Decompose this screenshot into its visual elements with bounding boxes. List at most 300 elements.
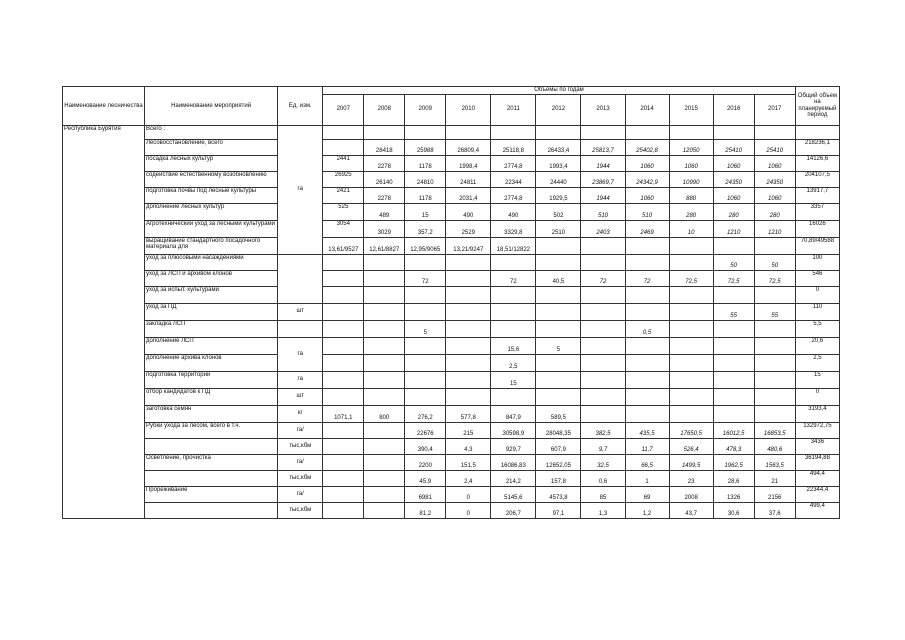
value-cell-2014: 1 <box>625 470 669 486</box>
value-cell-2007 <box>323 388 364 405</box>
value-cell-2009: 12,95/9065 <box>405 237 446 254</box>
value-cell-2013 <box>581 254 625 270</box>
value-cell-2017: 25410 <box>754 139 795 155</box>
unit-cell: га/ <box>278 422 323 438</box>
value-cell-2012 <box>536 286 581 303</box>
value-cell-2017: 21 <box>754 470 795 486</box>
value-cell-2016: 24350 <box>713 171 754 187</box>
activity-name <box>144 502 277 518</box>
value-cell-2007 <box>323 139 364 155</box>
total-cell: 5,5 <box>795 320 839 337</box>
unit-cell: шт <box>278 303 323 320</box>
value-cell-2012 <box>536 237 581 254</box>
unit-cell: га <box>278 125 323 254</box>
value-cell-2013: 510 <box>581 203 625 220</box>
value-cell-2017: 1060 <box>754 155 795 171</box>
value-cell-2017: 280 <box>754 203 795 220</box>
forest-plan-table <box>62 86 840 519</box>
table-row <box>63 203 840 220</box>
value-cell-2014: 72 <box>625 270 669 286</box>
value-cell-2014 <box>625 237 669 254</box>
value-cell-2016 <box>713 320 754 337</box>
value-cell-2009 <box>405 286 446 303</box>
activity-name: посадка лесных культур <box>144 155 277 171</box>
table-row <box>63 438 840 454</box>
value-cell-2017 <box>754 286 795 303</box>
value-cell-2010: 151,5 <box>446 454 491 470</box>
value-cell-2010: 215 <box>446 422 491 438</box>
total-cell: 494,4 <box>795 470 839 486</box>
activity-name: Прореживание <box>144 486 277 502</box>
value-cell-2016: 1060 <box>713 155 754 171</box>
value-cell-2009: 22676 <box>405 422 446 438</box>
value-cell-2010: 0 <box>446 502 491 518</box>
value-cell-2008 <box>364 486 405 502</box>
value-cell-2012 <box>536 354 581 371</box>
unit-cell: га/ <box>278 454 323 470</box>
activity-name: Лесовосстановление, всего <box>144 139 277 155</box>
value-cell-2008 <box>364 286 405 303</box>
value-cell-2011 <box>491 388 536 405</box>
table-row <box>63 254 840 270</box>
value-cell-2012: 4573,8 <box>536 486 581 502</box>
total-cell: 546 <box>795 270 839 286</box>
value-cell-2015 <box>669 337 713 354</box>
value-cell-2013 <box>581 237 625 254</box>
value-cell-2016 <box>713 237 754 254</box>
value-cell-2011: 2774,8 <box>491 155 536 171</box>
table-row <box>63 371 840 388</box>
value-cell-2007 <box>323 320 364 337</box>
value-cell-2008 <box>364 502 405 518</box>
activity-name: отбор кандидатов к ПД <box>144 388 277 405</box>
value-cell-2016: 16012,5 <box>713 422 754 438</box>
value-cell-2012 <box>536 303 581 320</box>
value-cell-2009: 25988 <box>405 139 446 155</box>
value-cell-2010 <box>446 125 491 139</box>
value-cell-2007 <box>323 438 364 454</box>
activity-name: Агротехнический уход за лесными культурами <box>144 220 277 237</box>
value-cell-2007: 3054 <box>323 220 364 237</box>
value-cell-2010 <box>446 337 491 354</box>
value-cell-2009: 390,4 <box>405 438 446 454</box>
activity-name: заготовка семян <box>144 405 277 422</box>
total-cell: 132972,75 <box>795 422 839 438</box>
value-cell-2015 <box>669 237 713 254</box>
activity-name: дополнение ЛСП <box>144 337 277 354</box>
value-cell-2011: 18,51/12822 <box>491 237 536 254</box>
value-cell-2010 <box>446 354 491 371</box>
value-cell-2009 <box>405 125 446 139</box>
value-cell-2012: 1993,4 <box>536 155 581 171</box>
value-cell-2009: 357,2 <box>405 220 446 237</box>
activity-name: уход за плюсовыми насаждениями <box>144 254 277 270</box>
value-cell-2013: 382,5 <box>581 422 625 438</box>
total-cell: 13917,7 <box>795 187 839 203</box>
value-cell-2016 <box>713 337 754 354</box>
value-cell-2013: 85 <box>581 486 625 502</box>
table-row <box>63 270 840 286</box>
value-cell-2014: 510 <box>625 203 669 220</box>
table-row <box>63 422 840 438</box>
total-cell: 3193,4 <box>795 405 839 422</box>
value-cell-2016: 1060 <box>713 187 754 203</box>
value-cell-2014: 435,5 <box>625 422 669 438</box>
value-cell-2010 <box>446 303 491 320</box>
value-cell-2014: 0,5 <box>625 320 669 337</box>
value-cell-2014 <box>625 286 669 303</box>
value-cell-2008 <box>364 470 405 486</box>
value-cell-2014 <box>625 125 669 139</box>
value-cell-2008 <box>364 320 405 337</box>
value-cell-2013 <box>581 354 625 371</box>
value-cell-2012: 24440 <box>536 171 581 187</box>
value-cell-2011: 22344 <box>491 171 536 187</box>
year-header-2016: 2016 <box>713 94 754 125</box>
total-cell: 100 <box>795 254 839 270</box>
activity-name: подготовка почвы под лесные культуры <box>144 187 277 203</box>
value-cell-2013 <box>581 320 625 337</box>
value-cell-2009: 5 <box>405 320 446 337</box>
value-cell-2009 <box>405 254 446 270</box>
value-cell-2016: 55 <box>713 303 754 320</box>
value-cell-2015 <box>669 286 713 303</box>
value-cell-2012: 97,1 <box>536 502 581 518</box>
year-header-2012: 2012 <box>536 94 581 125</box>
value-cell-2016 <box>713 371 754 388</box>
value-cell-2013: 23869,7 <box>581 171 625 187</box>
value-cell-2015: 1060 <box>669 155 713 171</box>
value-cell-2008: 28418 <box>364 139 405 155</box>
value-cell-2013: 9,7 <box>581 438 625 454</box>
value-cell-2016 <box>713 354 754 371</box>
header-org: Наименование лесничества <box>63 87 145 126</box>
activity-name: дополнение архива клонов <box>144 354 277 371</box>
total-cell: 3436 <box>795 438 839 454</box>
value-cell-2015 <box>669 388 713 405</box>
value-cell-2011 <box>491 303 536 320</box>
value-cell-2017: 1563,5 <box>754 454 795 470</box>
value-cell-2013 <box>581 388 625 405</box>
value-cell-2017 <box>754 405 795 422</box>
value-cell-2015: 23 <box>669 470 713 486</box>
value-cell-2009 <box>405 354 446 371</box>
value-cell-2008: 2278 <box>364 155 405 171</box>
unit-cell <box>278 320 323 337</box>
value-cell-2016 <box>713 125 754 139</box>
value-cell-2014: 25402,8 <box>625 139 669 155</box>
unit-cell: га/ <box>278 486 323 502</box>
value-cell-2011: 15,6 <box>491 337 536 354</box>
value-cell-2017: 37,6 <box>754 502 795 518</box>
value-cell-2007 <box>323 371 364 388</box>
value-cell-2012: 2510 <box>536 220 581 237</box>
value-cell-2007 <box>323 502 364 518</box>
value-cell-2007 <box>323 354 364 371</box>
table-row <box>63 354 840 371</box>
header-years-caption: Объемы по годам <box>323 87 796 95</box>
unit-cell: га <box>278 337 323 371</box>
table-row <box>63 155 840 171</box>
document-page <box>62 86 840 519</box>
value-cell-2008 <box>364 354 405 371</box>
value-cell-2014: 1060 <box>625 187 669 203</box>
value-cell-2009: 1178 <box>405 155 446 171</box>
value-cell-2013: 1,3 <box>581 502 625 518</box>
value-cell-2013 <box>581 337 625 354</box>
value-cell-2009: 15 <box>405 203 446 220</box>
value-cell-2014: 66,5 <box>625 454 669 470</box>
value-cell-2014 <box>625 405 669 422</box>
value-cell-2008 <box>364 270 405 286</box>
value-cell-2017 <box>754 337 795 354</box>
value-cell-2012: 40,5 <box>536 270 581 286</box>
value-cell-2013: 0,6 <box>581 470 625 486</box>
table-row <box>63 337 840 354</box>
value-cell-2016: 280 <box>713 203 754 220</box>
activity-name: уход за ПД <box>144 303 277 320</box>
value-cell-2008 <box>364 337 405 354</box>
value-cell-2012: 589,5 <box>536 405 581 422</box>
value-cell-2014: 11,7 <box>625 438 669 454</box>
total-cell: 0 <box>795 388 839 405</box>
total-cell: 70,89/49588 <box>795 237 839 254</box>
value-cell-2015: 12050 <box>669 139 713 155</box>
value-cell-2015: 1499,5 <box>669 454 713 470</box>
value-cell-2008: 800 <box>364 405 405 422</box>
value-cell-2007 <box>323 454 364 470</box>
value-cell-2011: 15 <box>491 371 536 388</box>
value-cell-2014: 1,2 <box>625 502 669 518</box>
value-cell-2016: 30,6 <box>713 502 754 518</box>
table-row <box>63 220 840 237</box>
value-cell-2011: 214,2 <box>491 470 536 486</box>
value-cell-2007: 2441 <box>323 155 364 171</box>
total-cell: 499,4 <box>795 502 839 518</box>
total-cell: 2,5 <box>795 354 839 371</box>
value-cell-2012: 12652,05 <box>536 454 581 470</box>
value-cell-2007 <box>323 337 364 354</box>
value-cell-2011 <box>491 320 536 337</box>
value-cell-2016: 1210 <box>713 220 754 237</box>
region-name: Республика Бурятия <box>63 125 145 518</box>
value-cell-2011: 2,5 <box>491 354 536 371</box>
value-cell-2017 <box>754 371 795 388</box>
activity-name: уход за испыт. культурами <box>144 286 277 303</box>
total-cell: 16026 <box>795 220 839 237</box>
value-cell-2017 <box>754 388 795 405</box>
year-header-2017: 2017 <box>754 94 795 125</box>
year-header-2014: 2014 <box>625 94 669 125</box>
value-cell-2008: 12,61/8827 <box>364 237 405 254</box>
value-cell-2012 <box>536 254 581 270</box>
total-cell: 20,6 <box>795 337 839 354</box>
value-cell-2015: 43,7 <box>669 502 713 518</box>
value-cell-2017 <box>754 354 795 371</box>
value-cell-2011: 929,7 <box>491 438 536 454</box>
activity-name: Рубки ухода за лесом, всего в т.ч. <box>144 422 277 438</box>
value-cell-2014 <box>625 388 669 405</box>
year-header-2011: 2011 <box>491 94 536 125</box>
value-cell-2015: 10 <box>669 220 713 237</box>
value-cell-2016 <box>713 388 754 405</box>
value-cell-2013: 2403 <box>581 220 625 237</box>
activity-name <box>144 438 277 454</box>
value-cell-2011 <box>491 254 536 270</box>
total-cell: 36194,88 <box>795 454 839 470</box>
value-cell-2014 <box>625 354 669 371</box>
table-row <box>63 388 840 405</box>
value-cell-2008: 2278 <box>364 187 405 203</box>
value-cell-2009: 45,9 <box>405 470 446 486</box>
value-cell-2010: 4,3 <box>446 438 491 454</box>
value-cell-2011: 30598,9 <box>491 422 536 438</box>
total-cell: 110 <box>795 303 839 320</box>
value-cell-2010 <box>446 270 491 286</box>
value-cell-2015 <box>669 354 713 371</box>
total-cell: 204107,5 <box>795 171 839 187</box>
value-cell-2010: 13,21/9247 <box>446 237 491 254</box>
year-header-2015: 2015 <box>669 94 713 125</box>
unit-cell: тыс.кбм <box>278 502 323 518</box>
value-cell-2010: 0 <box>446 486 491 502</box>
value-cell-2007 <box>323 422 364 438</box>
value-cell-2012 <box>536 320 581 337</box>
activity-name: закладка ЛСП <box>144 320 277 337</box>
table-row <box>63 171 840 187</box>
value-cell-2016: 25410 <box>713 139 754 155</box>
value-cell-2016: 72,5 <box>713 270 754 286</box>
value-cell-2017: 1060 <box>754 187 795 203</box>
value-cell-2016: 478,3 <box>713 438 754 454</box>
header-total: Общий объем на планируемый период <box>795 87 839 126</box>
value-cell-2014: 1060 <box>625 155 669 171</box>
value-cell-2013 <box>581 303 625 320</box>
value-cell-2015: 2008 <box>669 486 713 502</box>
value-cell-2017: 16853,5 <box>754 422 795 438</box>
table-row <box>63 470 840 486</box>
table-row <box>63 454 840 470</box>
value-cell-2008 <box>364 438 405 454</box>
total-cell: 3357 <box>795 203 839 220</box>
value-cell-2017: 480,6 <box>754 438 795 454</box>
value-cell-2010 <box>446 371 491 388</box>
value-cell-2011: 16086,83 <box>491 454 536 470</box>
value-cell-2007: 13,61/9527 <box>323 237 364 254</box>
value-cell-2009: 276,2 <box>405 405 446 422</box>
value-cell-2012: 5 <box>536 337 581 354</box>
value-cell-2008 <box>364 371 405 388</box>
value-cell-2008 <box>364 422 405 438</box>
value-cell-2009: 2200 <box>405 454 446 470</box>
value-cell-2010 <box>446 254 491 270</box>
value-cell-2015: 10990 <box>669 171 713 187</box>
total-cell: 15 <box>795 371 839 388</box>
activity-name: содействие естественному возобновлению <box>144 171 277 187</box>
header-activity: Наименование мероприятий <box>144 87 277 126</box>
table-row <box>63 303 840 320</box>
value-cell-2017: 55 <box>754 303 795 320</box>
value-cell-2014 <box>625 337 669 354</box>
value-cell-2011: 5145,6 <box>491 486 536 502</box>
value-cell-2009: 72 <box>405 270 446 286</box>
value-cell-2013: 1944 <box>581 155 625 171</box>
table-row <box>63 237 840 254</box>
value-cell-2007: 2421 <box>323 187 364 203</box>
value-cell-2013 <box>581 405 625 422</box>
value-cell-2013: 72 <box>581 270 625 286</box>
value-cell-2013 <box>581 371 625 388</box>
unit-cell: кг <box>278 405 323 422</box>
value-cell-2012: 28048,35 <box>536 422 581 438</box>
value-cell-2015 <box>669 125 713 139</box>
activity-name: уход за ЛСП и архивом клонов <box>144 270 277 286</box>
value-cell-2007 <box>323 486 364 502</box>
value-cell-2010: 2031,4 <box>446 187 491 203</box>
value-cell-2010: 2,4 <box>446 470 491 486</box>
value-cell-2008 <box>364 254 405 270</box>
value-cell-2009: 1178 <box>405 187 446 203</box>
value-cell-2010: 490 <box>446 203 491 220</box>
value-cell-2014 <box>625 254 669 270</box>
value-cell-2008 <box>364 303 405 320</box>
unit-cell: га <box>278 371 323 388</box>
total-cell: 22344,4 <box>795 486 839 502</box>
value-cell-2016 <box>713 286 754 303</box>
value-cell-2009: 81,2 <box>405 502 446 518</box>
value-cell-2017 <box>754 237 795 254</box>
value-cell-2010: 2529 <box>446 220 491 237</box>
value-cell-2015 <box>669 405 713 422</box>
value-cell-2015: 280 <box>669 203 713 220</box>
activity-name: Всего : <box>144 125 277 139</box>
activity-name: выращивание стандартного посадочного материала для <box>144 237 277 254</box>
value-cell-2016 <box>713 405 754 422</box>
unit-cell: шт <box>278 388 323 405</box>
value-cell-2016: 1326 <box>713 486 754 502</box>
value-cell-2015 <box>669 303 713 320</box>
year-header-2008: 2008 <box>364 94 405 125</box>
value-cell-2015 <box>669 371 713 388</box>
value-cell-2017 <box>754 320 795 337</box>
value-cell-2007 <box>323 254 364 270</box>
table-row <box>63 139 840 155</box>
value-cell-2011: 2774,8 <box>491 187 536 203</box>
value-cell-2010: 577,8 <box>446 405 491 422</box>
value-cell-2007 <box>323 125 364 139</box>
table-row <box>63 187 840 203</box>
value-cell-2011: 25118,8 <box>491 139 536 155</box>
activity-name: Осветление, прочистка <box>144 454 277 470</box>
value-cell-2015 <box>669 254 713 270</box>
total-cell: 218236,1 <box>795 139 839 155</box>
value-cell-2011: 490 <box>491 203 536 220</box>
value-cell-2012: 157,8 <box>536 470 581 486</box>
value-cell-2017: 2156 <box>754 486 795 502</box>
value-cell-2009: 24810 <box>405 171 446 187</box>
value-cell-2017: 1210 <box>754 220 795 237</box>
value-cell-2017: 50 <box>754 254 795 270</box>
table-row <box>63 502 840 518</box>
value-cell-2009 <box>405 303 446 320</box>
value-cell-2012: 1929,5 <box>536 187 581 203</box>
value-cell-2010 <box>446 388 491 405</box>
value-cell-2007 <box>323 470 364 486</box>
year-header-2010: 2010 <box>446 94 491 125</box>
value-cell-2008 <box>364 388 405 405</box>
value-cell-2016: 28,6 <box>713 470 754 486</box>
unit-cell <box>278 254 323 303</box>
